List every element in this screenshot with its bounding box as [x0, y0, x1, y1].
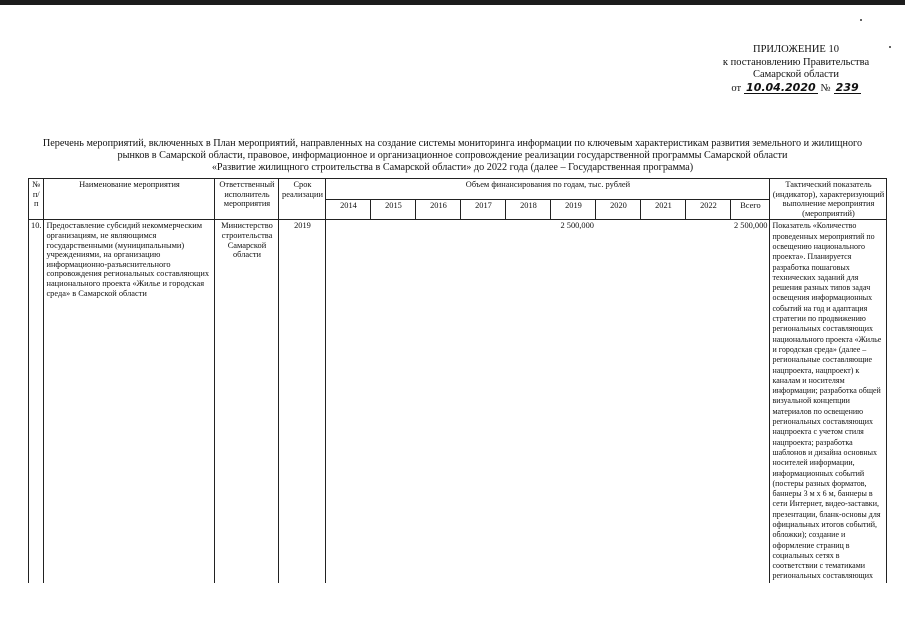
total-header: Всего [731, 199, 770, 220]
handwritten-date: 10.04.2020 [746, 80, 816, 94]
page-top-edge [0, 0, 905, 5]
header-num: № п/п [29, 179, 44, 220]
row-term: 2019 [279, 220, 326, 583]
table-row [29, 220, 887, 583]
handwritten-number: 239 [835, 80, 859, 94]
measures-table [28, 178, 887, 583]
row-value-2022 [686, 220, 731, 583]
row-value-2021 [641, 220, 686, 583]
title-line-3: «Развитие жилищного строительства в Самарской области» до 2022 года (далее – Государственная программа) [211, 162, 694, 173]
header-name: Наименование мероприятия [44, 179, 215, 220]
year-header: 2016 [416, 199, 461, 220]
row-value-2019: 2 500,000 [560, 221, 594, 231]
row-value-2017 [461, 220, 506, 583]
appendix-region: Самарской области [753, 69, 839, 80]
header-indicator: Тактический показатель (индикатор), характеризующий выполнение мероприятия (мероприятий) [770, 179, 887, 220]
appendix-block [711, 44, 881, 95]
year-header: 2018 [506, 199, 551, 220]
document-title [20, 138, 885, 174]
scan-speck [889, 46, 891, 48]
header-funding: Объем финансирования по годам, тыс. рублей [326, 179, 770, 200]
date-prefix: от [731, 82, 742, 94]
year-header: 2022 [686, 199, 731, 220]
header-executor: Ответственный исполнитель мероприятия [215, 179, 279, 220]
row-value-2015 [371, 220, 416, 583]
year-header: 2019 [551, 199, 596, 220]
header-row [29, 179, 887, 200]
title-line-1: Перечень мероприятий, включенных в План мероприятий, направленных на создание системы мониторинга информации по ключевым характеристикам развития земельного и жилищного [42, 138, 863, 149]
appendix-title: ПРИЛОЖЕНИЕ 10 [753, 44, 839, 55]
row-value-total: 2 500,000 [731, 220, 770, 583]
row-value-2016 [416, 220, 461, 583]
number-prefix: № [820, 82, 831, 94]
row-num: 10. [29, 220, 44, 583]
year-header: 2014 [326, 199, 371, 220]
year-header: 2020 [596, 199, 641, 220]
year-header: 2021 [641, 199, 686, 220]
row-value-2014 [326, 220, 371, 583]
appendix-date-line [711, 82, 881, 96]
row-executor: Министерство строительства Самарской области [215, 220, 279, 583]
row-value-2020 [596, 220, 641, 583]
row-name: Предоставление субсидий некоммерческим организациям, не являющимся государственными (муниципальными) учреждениями, на организацию информационно-разъяснительного сопровождения региональных составляющих национального проекта «Жилье и городская среда» в Самарской области [44, 220, 215, 583]
appendix-resolution: к постановлению Правительства [722, 56, 870, 68]
year-header: 2017 [461, 199, 506, 220]
row-value-2018 [506, 220, 551, 583]
year-header: 2015 [371, 199, 416, 220]
title-line-2: рынков в Самарской области, правовое, информационное и организационное сопровождение реализации государственной программы Самарской области [117, 150, 788, 161]
header-term: Срок реализации [279, 179, 326, 220]
scan-speck [860, 19, 862, 21]
row-indicator: Показатель «Количество проведенных мероприятий по освещению национального проекта». Планируется разработка пошаговых технических заданий для решения разных типов задач освещения информационных событий на год и адаптация стратегии по продвижению региональных составляющих национального проекта «Жилье и городская среда» (далее – региональные составляющие нацпроекта, нацпроект) к каналам и носителям информации; разработка общей визуальной концепции материалов по освещению региональных составляющих нацпроекта с учетом стиля нацпроекта; разработка шаблонов и дизайна основных носителей информации, информационных событий (постеры разных форматов, баннеры 3 м х 6 м, баннеры в сети Интернет, видео-заставки, презентации, бланк-основы для официальных итогов событий, обложки); создание и оформление страниц в социальных сетях в соответствии с тематиками региональных составляющих [770, 220, 887, 583]
